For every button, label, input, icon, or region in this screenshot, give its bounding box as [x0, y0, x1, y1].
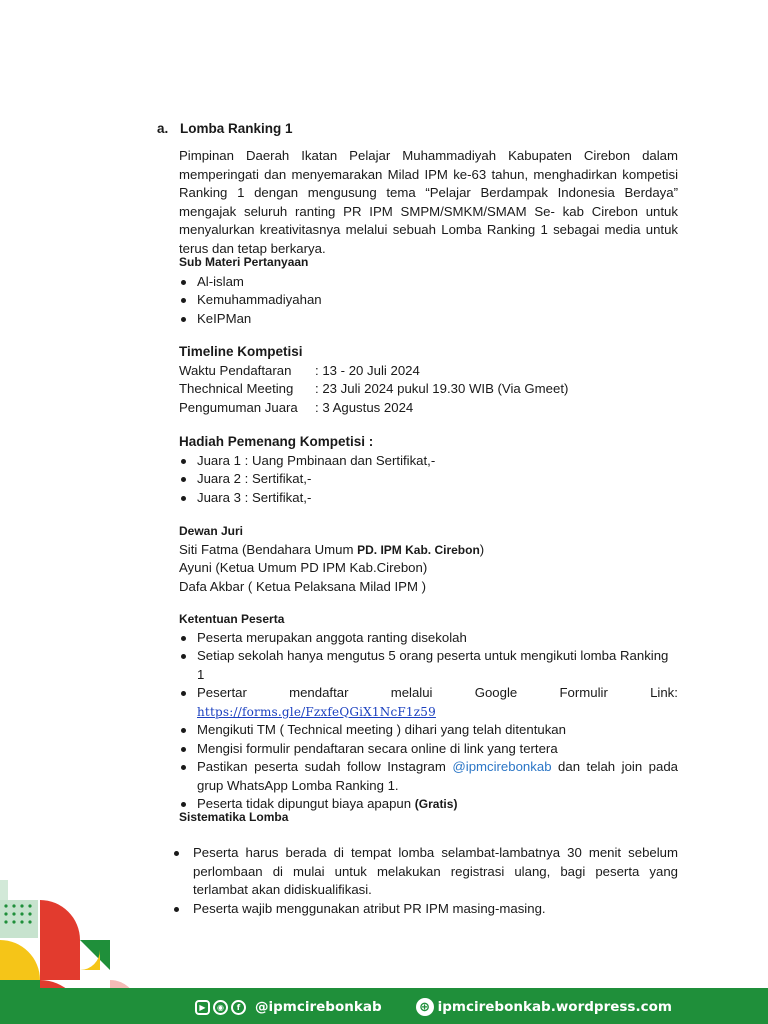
- timeline-heading: Timeline Kompetisi: [179, 344, 303, 359]
- list-item: Peserta merupakan anggota ranting disekolah: [179, 629, 678, 648]
- website-link[interactable]: ipmcirebonkab.wordpress.com: [437, 999, 672, 1015]
- intro-paragraph: Pimpinan Daerah Ikatan Pelajar Muhammadiyah Kabupaten Cirebon dalam memperingati dan menyemarakan Milad IPM ke-63 tahun, menghadirkan kompetisi Ranking 1 dengan mengusung tema “Pelajar Berdampak Indonesia Berdaya” mengajak seluruh ranting PR IPM SMPM/SMKM/SMAM Se- kab Cirebon untuk menyalurkan kreativitasnya melalui sebuah Lomba Ranking 1 sebagai media untuk terus dan tetap berkarya.: [179, 148, 678, 256]
- timeline-row: [179, 399, 568, 418]
- timeline-row: [179, 380, 568, 399]
- instagram-handle-link[interactable]: @ipmcirebonkab: [452, 759, 552, 774]
- sub-materi-list: [179, 273, 322, 329]
- instagram-icon[interactable]: ◉: [213, 1000, 228, 1015]
- hadiah-list: [179, 452, 435, 508]
- hadiah-block: [179, 433, 435, 507]
- hadiah-heading: Hadiah Pemenang Kompetisi :: [179, 434, 374, 449]
- youtube-icon[interactable]: ▶: [195, 1000, 210, 1015]
- word: Pesertar: [197, 685, 247, 700]
- facebook-icon[interactable]: f: [231, 1000, 246, 1015]
- list-item: [179, 684, 678, 721]
- juri-block: [179, 522, 484, 596]
- ketentuan-block: [179, 610, 678, 814]
- timeline-value: : 3 Agustus 2024: [315, 399, 414, 415]
- juri-heading: Dewan Juri: [179, 524, 244, 538]
- juri-text: Siti Fatma (Bendahara Umum: [179, 541, 358, 557]
- timeline-label: Thechnical Meeting: [179, 381, 294, 396]
- social-handle[interactable]: @ipmcirebonkab: [255, 999, 382, 1015]
- timeline-label: Waktu Pendaftaran: [179, 362, 292, 378]
- juri-line: Dafa Akbar ( Ketua Pelaksana Milad IPM ): [179, 578, 427, 594]
- list-item: Mengisi formulir pendaftaran secara online di link yang tertera: [179, 740, 678, 759]
- timeline-block: [179, 343, 568, 417]
- list-item: Al-islam: [179, 273, 322, 292]
- ketentuan-list: [179, 629, 678, 814]
- globe-icon: ⊕: [416, 998, 434, 1016]
- list-item: Peserta harus berada di tempat lomba selambat-lambatnya 30 menit sebelum perlombaan di mulai untuk melakukan registrasi ulang, bagi peserta yang terlambat akan didiskualifikasi.: [170, 844, 678, 900]
- registration-line: [197, 684, 678, 703]
- ketentuan-heading: Ketentuan Peserta: [179, 612, 285, 626]
- list-item: Juara 1 : Uang Pmbinaan dan Sertifikat,-: [179, 452, 435, 471]
- sub-materi-block: [179, 253, 322, 328]
- item-text: Pastikan peserta sudah follow Instagram: [197, 759, 453, 774]
- word: Google: [474, 685, 518, 700]
- word: Formulir: [559, 685, 608, 700]
- list-item: Setiap sekolah hanya mengutus 5 orang peserta untuk mengikuti lomba Ranking 1: [179, 647, 678, 684]
- timeline-value: : 13 - 20 Juli 2024: [315, 362, 420, 378]
- section-marker: a.: [157, 121, 169, 136]
- item-text: Peserta tidak dipungut biaya apapun: [197, 796, 415, 811]
- timeline-row: [179, 362, 568, 381]
- word: mendaftar: [289, 685, 349, 700]
- sistematika-heading: Sistematika Lomba: [179, 810, 289, 824]
- word: Link:: [650, 685, 678, 700]
- section-title: Lomba Ranking 1: [180, 121, 293, 136]
- list-item: KeIPMan: [179, 310, 322, 329]
- section-heading: [157, 121, 293, 136]
- juri-text: ): [479, 541, 485, 557]
- list-item: Mengikuti TM ( Technical meeting ) dihari yang telah ditentukan: [179, 721, 678, 740]
- list-item: Juara 2 : Sertifikat,-: [179, 470, 435, 489]
- timeline-label: Pengumuman Juara: [179, 399, 298, 415]
- list-item: Juara 3 : Sertifikat,-: [179, 489, 435, 508]
- item-text: dan telah join pada grup WhatsApp Lomba Ranking 1.: [197, 759, 679, 793]
- juri-line: [179, 541, 484, 560]
- free-label: (Gratis): [414, 797, 458, 811]
- list-item: Peserta wajib menggunakan atribut PR IPM masing-masing.: [170, 900, 678, 919]
- footer-content: [195, 995, 672, 1019]
- juri-org: PD. IPM Kab. Cirebon: [357, 542, 480, 557]
- registration-link[interactable]: https://forms.gle/FzxfeQGiX1NcF1z59: [197, 704, 436, 719]
- sistematika-list: [170, 844, 678, 918]
- word: melalui: [390, 685, 433, 700]
- list-item: [179, 758, 678, 795]
- list-item: Kemuhammadiyahan: [179, 291, 322, 310]
- juri-line: Ayuni (Ketua Umum PD IPM Kab.Cirebon): [179, 560, 428, 575]
- timeline-value: : 23 Juli 2024 pukul 19.30 WIB (Via Gmeet): [315, 381, 569, 396]
- sistematika-block: [170, 844, 678, 918]
- sub-materi-heading: Sub Materi Pertanyaan: [179, 255, 309, 269]
